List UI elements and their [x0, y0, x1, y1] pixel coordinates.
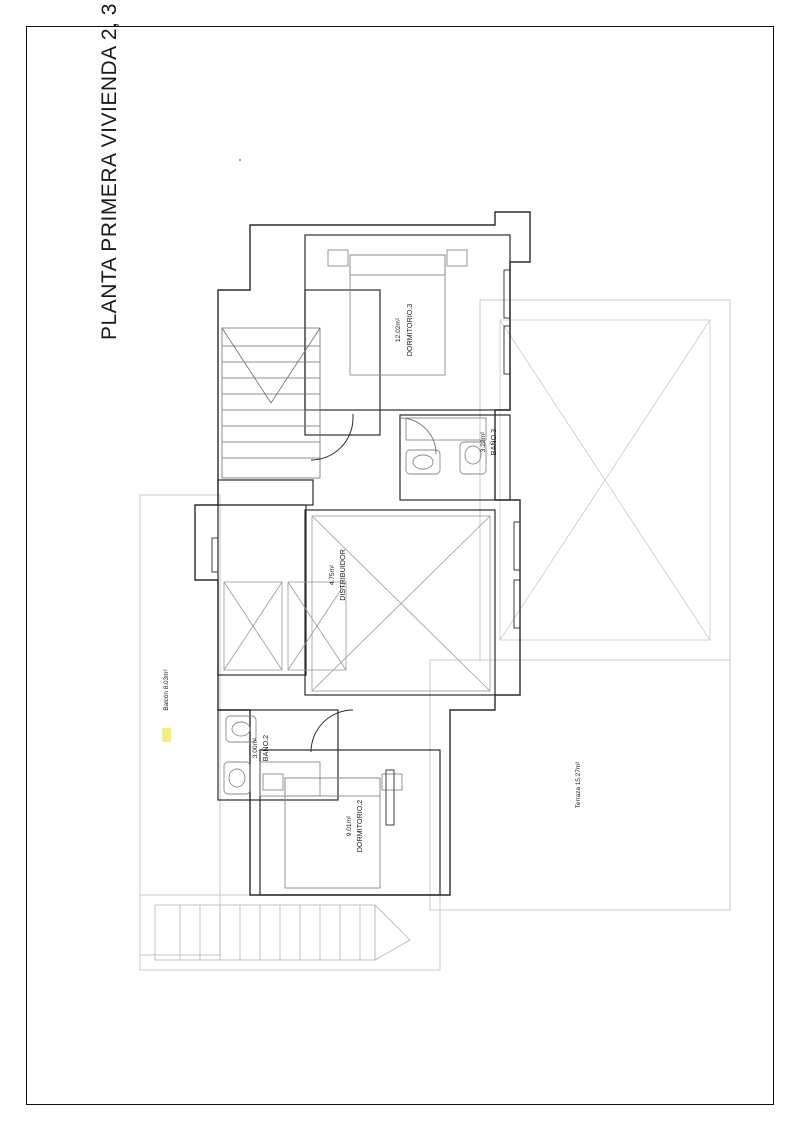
- fixtures-bano2: [224, 716, 320, 796]
- fixtures-bano3: [406, 418, 486, 474]
- label-bano3: BAÑO.3: [489, 428, 498, 456]
- bed-dormitorio2: [263, 774, 402, 888]
- label-balcon: Balcón 8.03m²: [163, 669, 170, 711]
- exterior-stairs: [155, 905, 410, 960]
- area-dormitorio3: 12.02m²: [395, 317, 402, 343]
- label-dormitorio2: DORMITORIO.2: [355, 799, 364, 853]
- page-title: PLANTA PRIMERA VIVIENDA 2, 3: [98, 3, 121, 340]
- label-dormitorio3: DORMITORIO.3: [405, 303, 414, 357]
- area-bano3: 3.22m²: [480, 431, 487, 453]
- structure-hatch: [224, 516, 490, 691]
- terrace-outlines: [140, 300, 730, 970]
- stray-mark: [239, 159, 241, 161]
- label-distribuidor: DISTRIBUIDOR: [338, 549, 347, 601]
- label-bano2: BAÑO.2: [261, 734, 270, 762]
- area-bano2: 3.00m²: [252, 737, 259, 759]
- bed-dormitorio3: [328, 250, 467, 375]
- floor-plan-svg: [100, 150, 780, 1010]
- terrace-hatch-upper: [500, 320, 710, 640]
- label-terraza: Terraza 15.27m²: [575, 761, 582, 809]
- floor-plan-drawing: [100, 150, 780, 1010]
- balcon-highlight: [162, 728, 171, 742]
- area-dormitorio2: 9.01m²: [346, 815, 353, 837]
- room-labels: [162, 304, 582, 853]
- area-distribuidor: 4.75m²: [329, 564, 336, 586]
